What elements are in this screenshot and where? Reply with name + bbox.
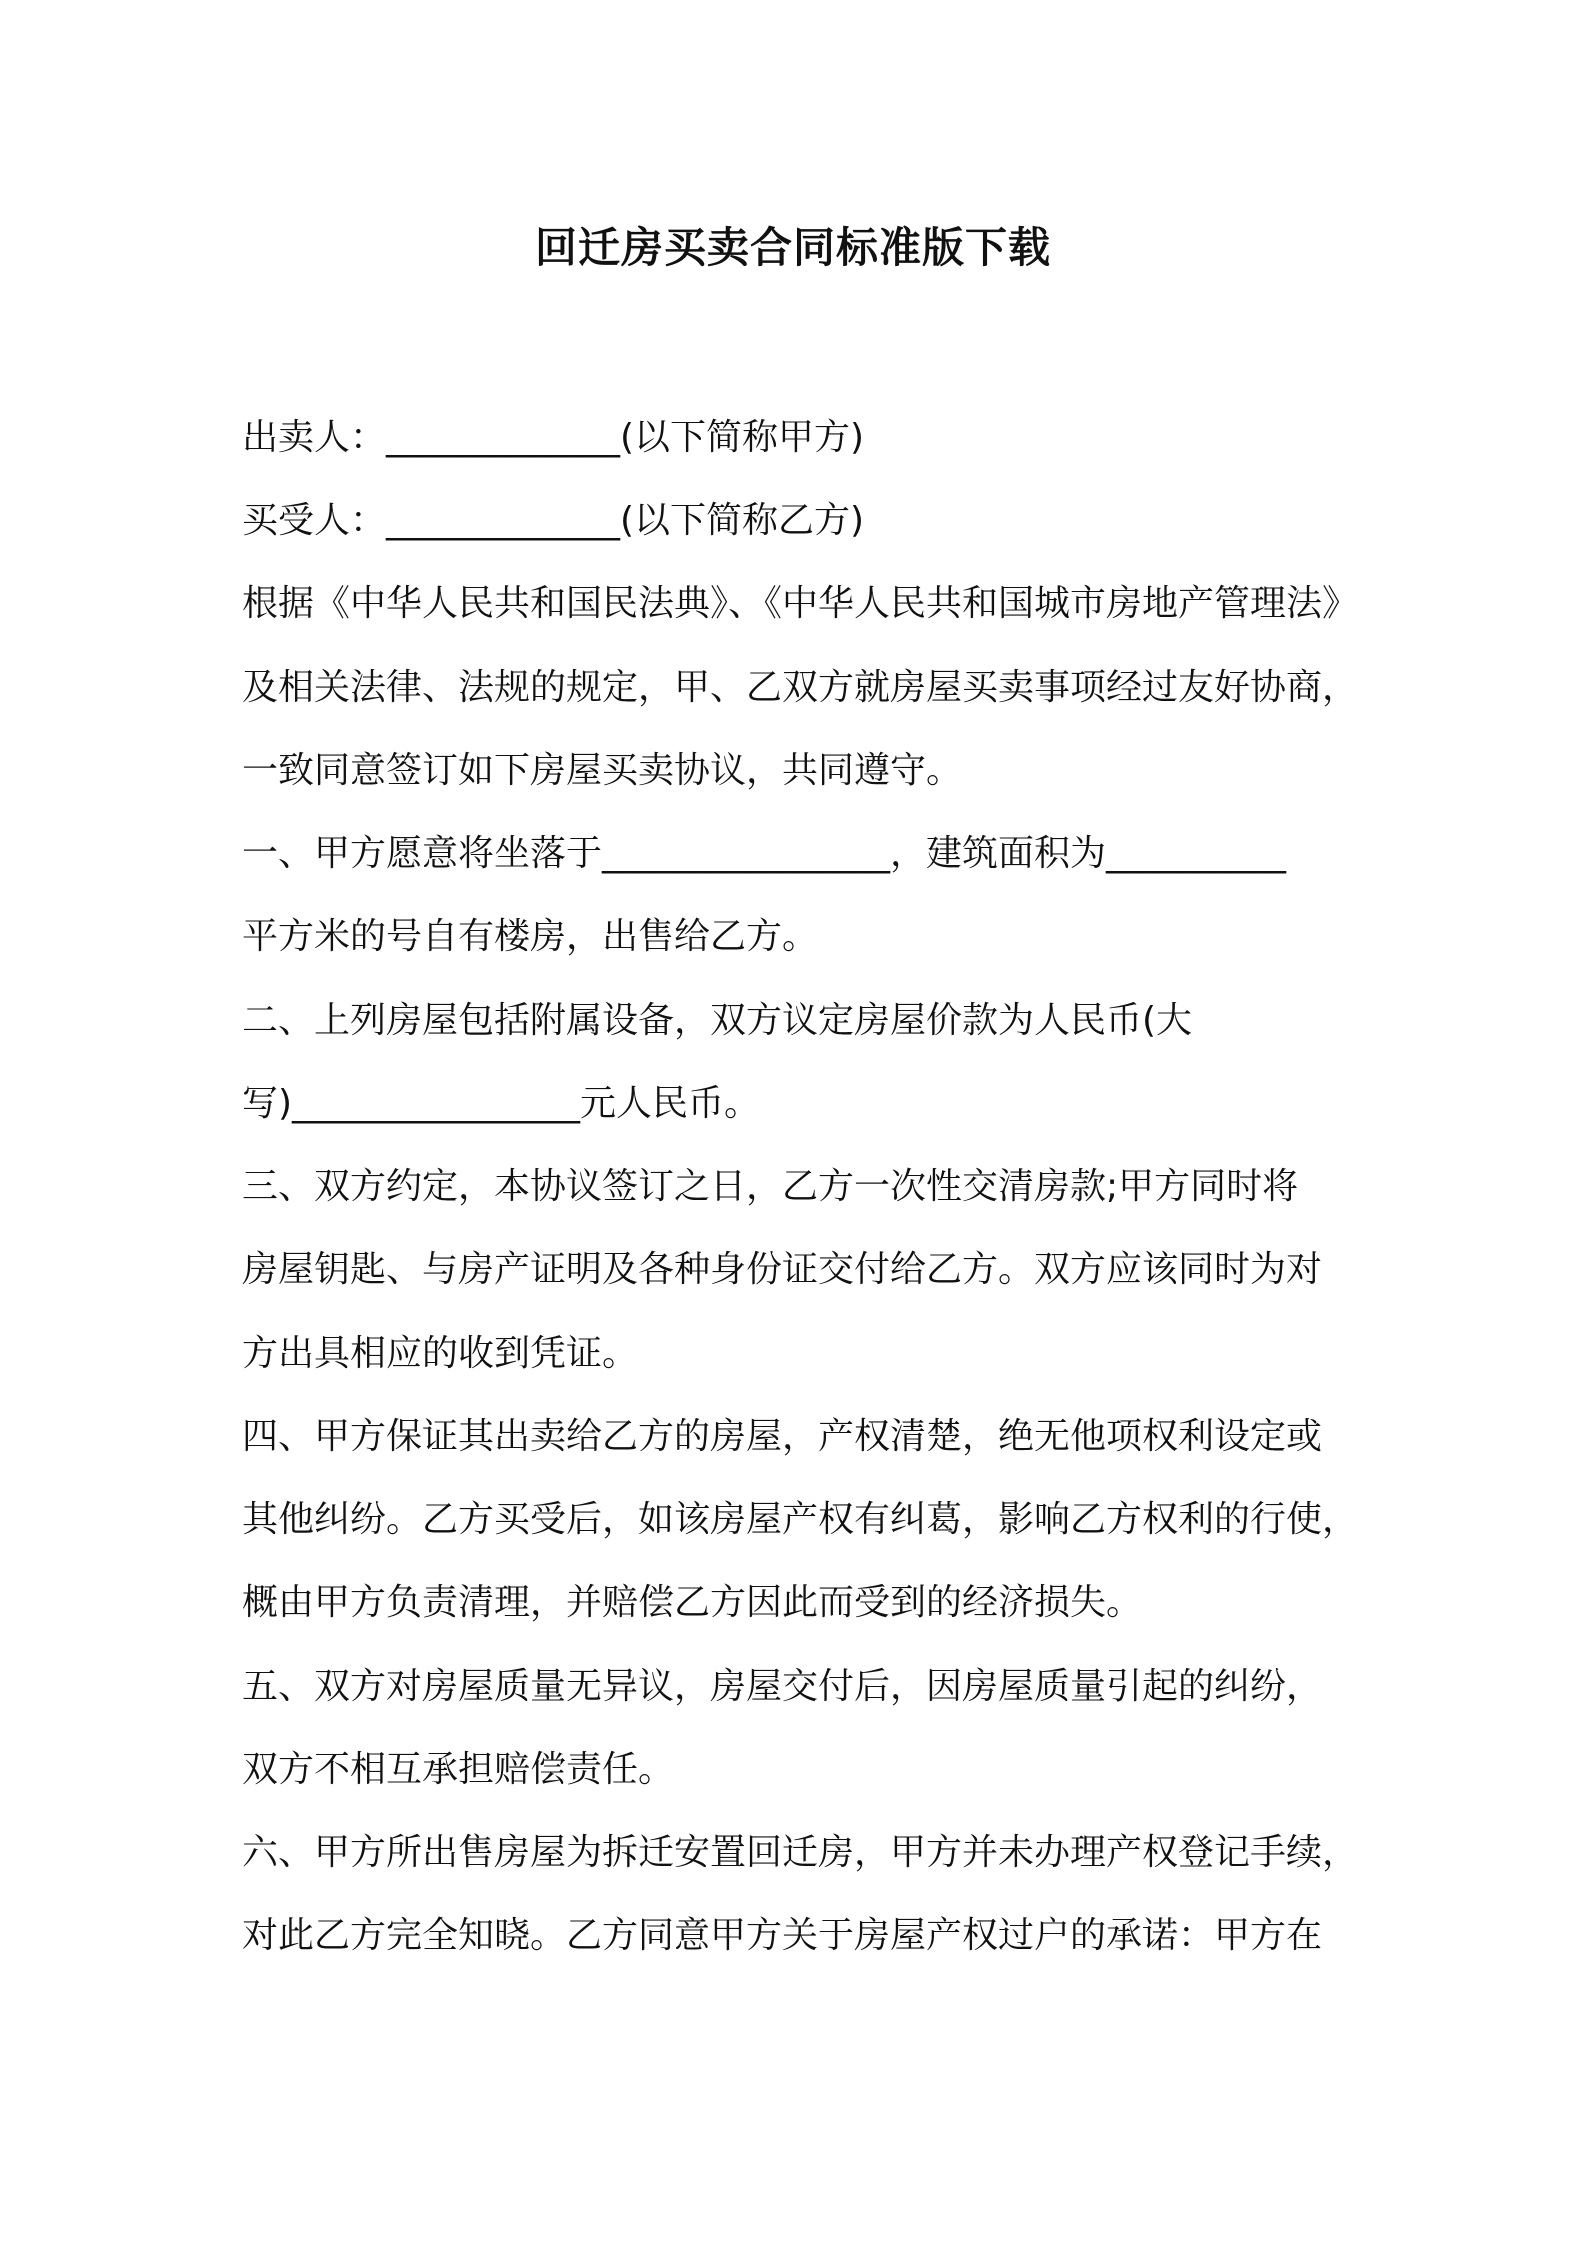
document-title: 回迁房买卖合同标准版下载 [534, 223, 1051, 272]
preamble-line-2: 及相关法律、法规的规定，甲、乙双方就房屋买卖事项经过友好协商， [242, 667, 1359, 708]
preamble-line-3: 一致同意签订如下房屋买卖协议，共同遵守。 [242, 750, 963, 791]
clause-3-line-1: 三、双方约定，本协议签订之日，乙方一次性交清房款;甲方同时将 [242, 1166, 1299, 1207]
clause-1-line-1: 一、甲方愿意将坐落于________________，建筑面积为__________ [242, 833, 1287, 874]
clause-6-line-2: 对此乙方完全知晓。乙方同意甲方关于房屋产权过户的承诺：甲方在 [242, 1915, 1323, 1956]
clause-4-line-2: 其他纠纷。乙方买受后，如该房屋产权有纠葛，影响乙方权利的行使， [242, 1499, 1359, 1540]
clause-5-line-1: 五、双方对房屋质量无异议，房屋交付后，因房屋质量引起的纠纷， [242, 1666, 1323, 1707]
clause-2-line-2: 写)________________元人民币。 [242, 1083, 761, 1124]
clause-3-line-3: 方出具相应的收到凭证。 [242, 1333, 639, 1374]
clause-3-line-2: 房屋钥匙、与房产证明及各种身份证交付给乙方。双方应该同时为对 [242, 1249, 1323, 1290]
clause-1-line-2: 平方米的号自有楼房，出售给乙方。 [242, 916, 819, 957]
seller-line: 出卖人：_____________(以下简称甲方) [242, 417, 865, 458]
buyer-line: 买受人：_____________(以下简称乙方) [242, 500, 865, 541]
clause-2-line-1: 二、上列房屋包括附属设备，双方议定房屋价款为人民币(大 [242, 1000, 1193, 1041]
preamble-line-1: 根据《中华人民共和国民法典》、《中华人民共和国城市房地产管理法》 [242, 583, 1359, 624]
clause-6-line-1: 六、甲方所出售房屋为拆迁安置回迁房，甲方并未办理产权登记手续， [242, 1832, 1359, 1873]
clause-5-line-2: 双方不相互承担赔偿责任。 [242, 1749, 675, 1790]
clause-4-line-1: 四、甲方保证其出卖给乙方的房屋，产权清楚，绝无他项权利设定或 [242, 1416, 1323, 1457]
clause-4-line-3: 概由甲方负责清理，并赔偿乙方因此而受到的经济损失。 [242, 1582, 1143, 1623]
